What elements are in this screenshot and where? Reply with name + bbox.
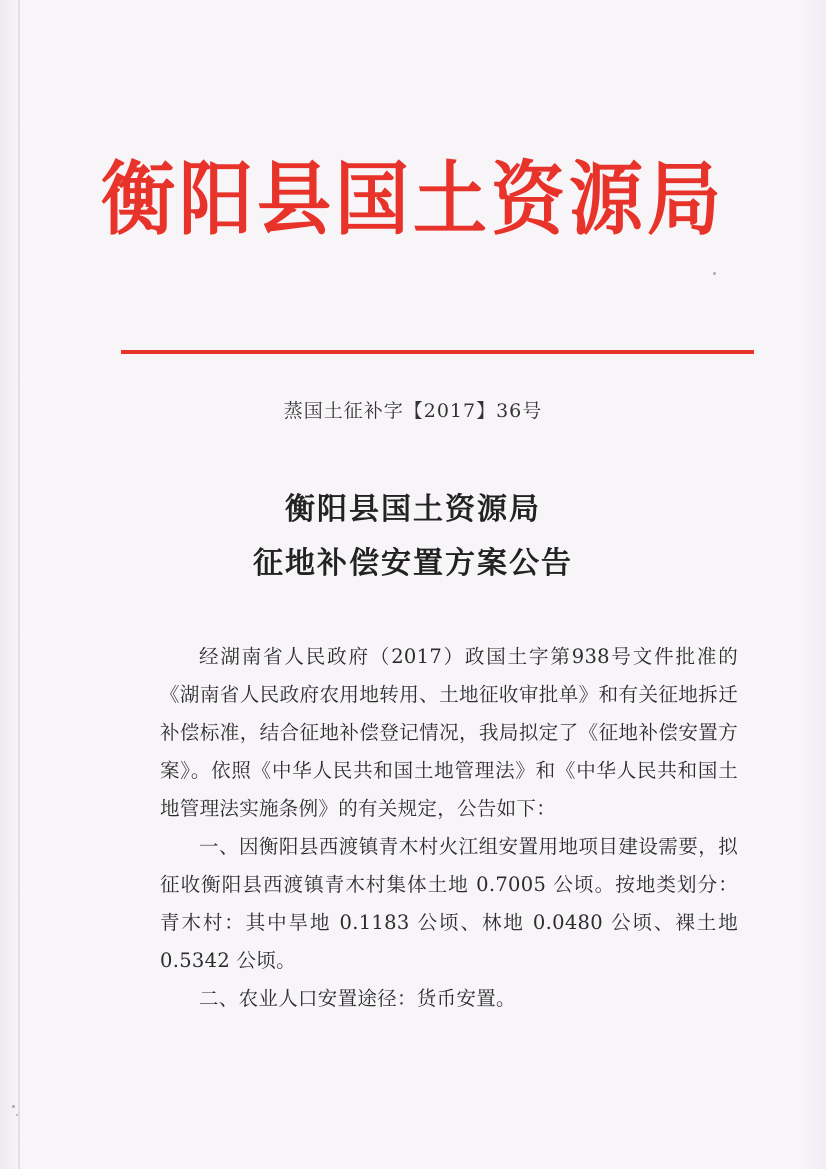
notice-title-line-2: 征地补偿安置方案公告: [253, 546, 573, 581]
document-number: 蒸国土征补字【2017】36号: [283, 400, 543, 422]
body-paragraph-2: 一、因衡阳县西渡镇青木村火江组安置用地项目建设需要，拟征收衡阳县西渡镇青木村集体土地 0.7005 公顷。按地类划分：青木村：其中旱地 0.1183 公顷、林地 0.0480 公顷、裸土地 0.5342 公顷。: [160, 835, 738, 972]
scan-speck: [12, 1105, 15, 1108]
scan-speck: [713, 272, 716, 275]
notice-body: [160, 638, 738, 1018]
agency-letterhead: 衡阳县国土资源局: [101, 153, 725, 247]
red-divider-line: [121, 350, 754, 354]
body-paragraph-3: 二、农业人口安置途径：货币安置。: [199, 987, 516, 1010]
notice-title-line-1: 衡阳县国土资源局: [285, 492, 541, 527]
scan-speck: [16, 1114, 18, 1116]
body-paragraph-1: 经湖南省人民政府（2017）政国土字第938号文件批准的《湖南省人民政府农用地转用、土地征收审批单》和有关征地拆迁补偿标准，结合征地补偿登记情况，我局拟定了《征地补偿安置方案》。依照《中华人民共和国土地管理法》和《中华人民共和国土地管理法实施条例》的有关规定，公告如下：: [160, 645, 738, 820]
